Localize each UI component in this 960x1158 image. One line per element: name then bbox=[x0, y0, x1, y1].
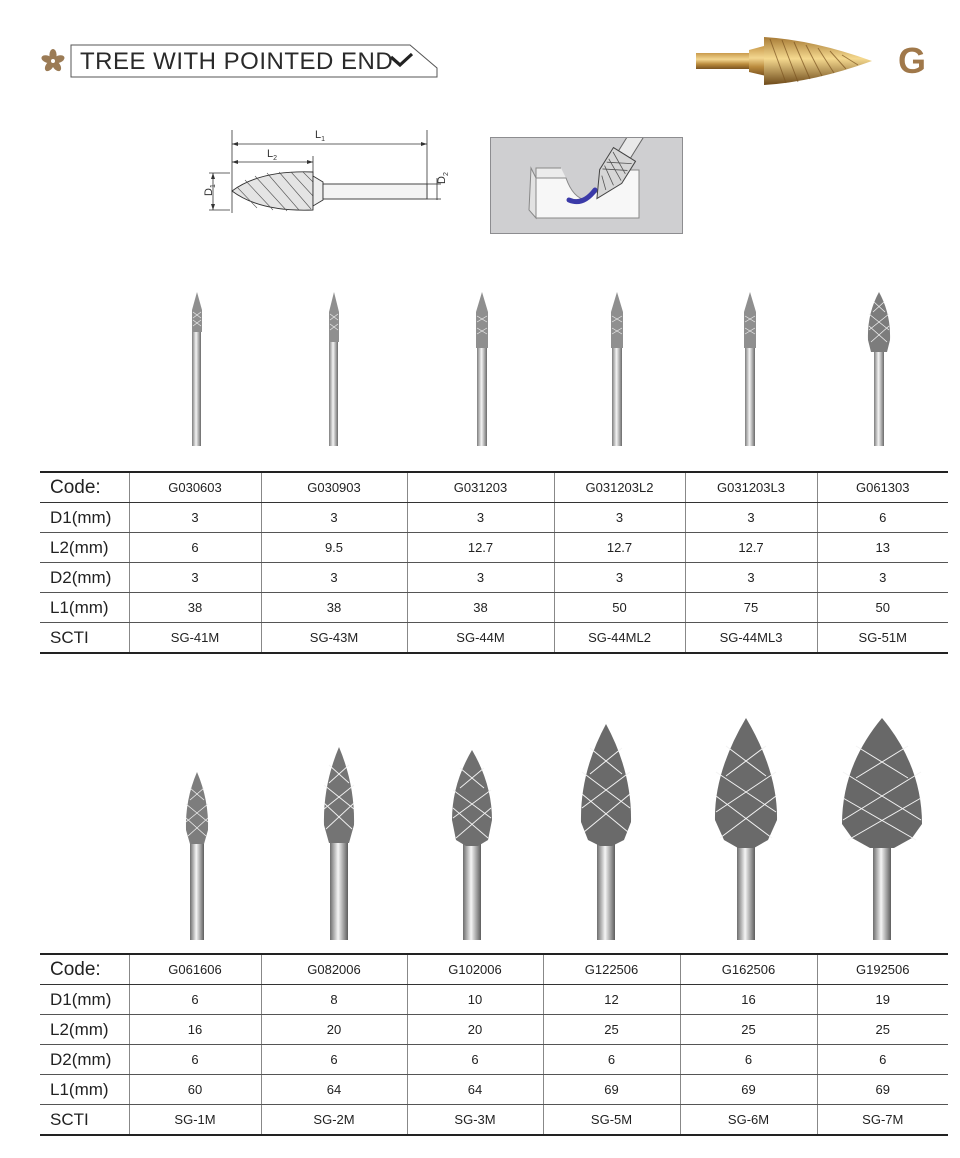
cell-l1: 50 bbox=[554, 593, 685, 623]
burr-image-G061606 bbox=[182, 770, 212, 940]
cell-code: G061303 bbox=[817, 472, 948, 503]
cell-code: G031203 bbox=[407, 472, 554, 503]
cell-scti: SG-51M bbox=[817, 623, 948, 654]
cell-code: G031203L2 bbox=[554, 472, 685, 503]
cell-d1: 3 bbox=[261, 503, 407, 533]
cell-l1: 64 bbox=[407, 1075, 543, 1105]
label-L1: $L_1$ bbox=[315, 129, 326, 143]
label-D2: $D_2$ bbox=[436, 172, 450, 184]
page-title: TREE WITH POINTED END bbox=[80, 48, 394, 75]
cell-l2: 25 bbox=[680, 1015, 817, 1045]
cell-scti: SG-2M bbox=[261, 1105, 407, 1136]
row-label: D1(mm) bbox=[40, 503, 129, 533]
cell-scti: SG-44ML2 bbox=[554, 623, 685, 654]
cell-d2: 6 bbox=[261, 1045, 407, 1075]
cell-code: G031203L3 bbox=[685, 472, 817, 503]
table-row-l2 bbox=[40, 533, 948, 563]
cell-d1: 19 bbox=[817, 985, 948, 1015]
cell-d2: 3 bbox=[261, 563, 407, 593]
cell-code: G122506 bbox=[543, 954, 680, 985]
row-label: L2(mm) bbox=[40, 1015, 129, 1045]
cell-l1: 38 bbox=[129, 593, 261, 623]
cell-d1: 8 bbox=[261, 985, 407, 1015]
burr-image-G031203 bbox=[472, 290, 492, 446]
cell-d2: 3 bbox=[685, 563, 817, 593]
label-D1: $D_1$ bbox=[203, 184, 217, 196]
table-row-code bbox=[40, 954, 948, 985]
table-row-code bbox=[40, 472, 948, 503]
cell-code: G030903 bbox=[261, 472, 407, 503]
cell-l1: 50 bbox=[817, 593, 948, 623]
table-row-d1 bbox=[40, 503, 948, 533]
cell-d1: 6 bbox=[817, 503, 948, 533]
cell-l1: 69 bbox=[817, 1075, 948, 1105]
cell-d1: 12 bbox=[543, 985, 680, 1015]
row-label: L2(mm) bbox=[40, 533, 129, 563]
gold-burr-image bbox=[694, 30, 874, 92]
cell-l1: 69 bbox=[680, 1075, 817, 1105]
cell-l2: 13 bbox=[817, 533, 948, 563]
burr-image-G122506 bbox=[576, 722, 636, 940]
table-row-d2 bbox=[40, 1045, 948, 1075]
cell-code: G102006 bbox=[407, 954, 543, 985]
table-row-scti bbox=[40, 623, 948, 654]
cell-d2: 6 bbox=[543, 1045, 680, 1075]
cell-d1: 3 bbox=[554, 503, 685, 533]
cell-l2: 16 bbox=[129, 1015, 261, 1045]
cell-l2: 12.7 bbox=[554, 533, 685, 563]
cell-l2: 20 bbox=[261, 1015, 407, 1045]
cell-d2: 6 bbox=[407, 1045, 543, 1075]
burr-image-G061303 bbox=[865, 290, 893, 446]
burr-image-G082006 bbox=[319, 745, 359, 940]
cell-d2: 3 bbox=[554, 563, 685, 593]
cell-scti: SG-41M bbox=[129, 623, 261, 654]
label-L2: $L_2$ bbox=[267, 148, 278, 162]
row-label: Code: bbox=[40, 472, 129, 503]
cell-l1: 75 bbox=[685, 593, 817, 623]
spec-table-2 bbox=[40, 953, 948, 1136]
cell-l1: 60 bbox=[129, 1075, 261, 1105]
cell-d1: 10 bbox=[407, 985, 543, 1015]
table-row-d2 bbox=[40, 563, 948, 593]
burr-image-G192506 bbox=[838, 716, 926, 940]
flower-icon bbox=[40, 48, 66, 74]
cell-code: G082006 bbox=[261, 954, 407, 985]
cell-d2: 6 bbox=[680, 1045, 817, 1075]
cell-scti: SG-6M bbox=[680, 1105, 817, 1136]
cell-l2: 6 bbox=[129, 533, 261, 563]
cell-d1: 6 bbox=[129, 985, 261, 1015]
page-header bbox=[0, 0, 960, 100]
row-label: D1(mm) bbox=[40, 985, 129, 1015]
series-letter: G bbox=[898, 40, 927, 81]
cell-code: G030603 bbox=[129, 472, 261, 503]
cell-l1: 38 bbox=[407, 593, 554, 623]
cell-l2: 12.7 bbox=[407, 533, 554, 563]
table-row-l1 bbox=[40, 593, 948, 623]
table-row-d1 bbox=[40, 985, 948, 1015]
cell-l2: 25 bbox=[817, 1015, 948, 1045]
row-label: L1(mm) bbox=[40, 1075, 129, 1105]
spec-table-1 bbox=[40, 471, 948, 654]
chevron-down-icon bbox=[391, 54, 412, 65]
cell-code: G162506 bbox=[680, 954, 817, 985]
cell-scti: SG-44M bbox=[407, 623, 554, 654]
cell-l2: 12.7 bbox=[685, 533, 817, 563]
burr-image-G031203L2 bbox=[607, 290, 627, 446]
row-label: SCTI bbox=[40, 623, 129, 654]
cell-d2: 6 bbox=[129, 1045, 261, 1075]
burr-image-G030603 bbox=[188, 290, 206, 446]
table-row-l2 bbox=[40, 1015, 948, 1045]
burr-image-G030903 bbox=[325, 290, 343, 446]
cell-scti: SG-43M bbox=[261, 623, 407, 654]
cell-scti: SG-44ML3 bbox=[685, 623, 817, 654]
dimension-diagram bbox=[195, 118, 455, 228]
burr-image-G102006 bbox=[448, 748, 496, 940]
cell-code: G192506 bbox=[817, 954, 948, 985]
cell-d1: 3 bbox=[407, 503, 554, 533]
cell-l2: 25 bbox=[543, 1015, 680, 1045]
row-label: L1(mm) bbox=[40, 593, 129, 623]
row-label: D2(mm) bbox=[40, 1045, 129, 1075]
burr-image-G031203L3 bbox=[740, 290, 760, 446]
cell-scti: SG-1M bbox=[129, 1105, 261, 1136]
cell-l1: 64 bbox=[261, 1075, 407, 1105]
cell-d2: 3 bbox=[407, 563, 554, 593]
cell-d2: 3 bbox=[129, 563, 261, 593]
cell-l2: 20 bbox=[407, 1015, 543, 1045]
cell-l1: 38 bbox=[261, 593, 407, 623]
cell-d2: 6 bbox=[817, 1045, 948, 1075]
cell-code: G061606 bbox=[129, 954, 261, 985]
usage-illustration bbox=[490, 137, 683, 234]
cell-d1: 16 bbox=[680, 985, 817, 1015]
cell-l1: 69 bbox=[543, 1075, 680, 1105]
cell-scti: SG-7M bbox=[817, 1105, 948, 1136]
table-row-scti bbox=[40, 1105, 948, 1136]
cell-scti: SG-5M bbox=[543, 1105, 680, 1136]
cell-scti: SG-3M bbox=[407, 1105, 543, 1136]
cell-d1: 3 bbox=[685, 503, 817, 533]
row-label: D2(mm) bbox=[40, 563, 129, 593]
row-label: Code: bbox=[40, 954, 129, 985]
cell-d1: 3 bbox=[129, 503, 261, 533]
burr-image-G162506 bbox=[710, 716, 782, 940]
row-label: SCTI bbox=[40, 1105, 129, 1136]
cell-l2: 9.5 bbox=[261, 533, 407, 563]
table-row-l1 bbox=[40, 1075, 948, 1105]
cell-d2: 3 bbox=[817, 563, 948, 593]
